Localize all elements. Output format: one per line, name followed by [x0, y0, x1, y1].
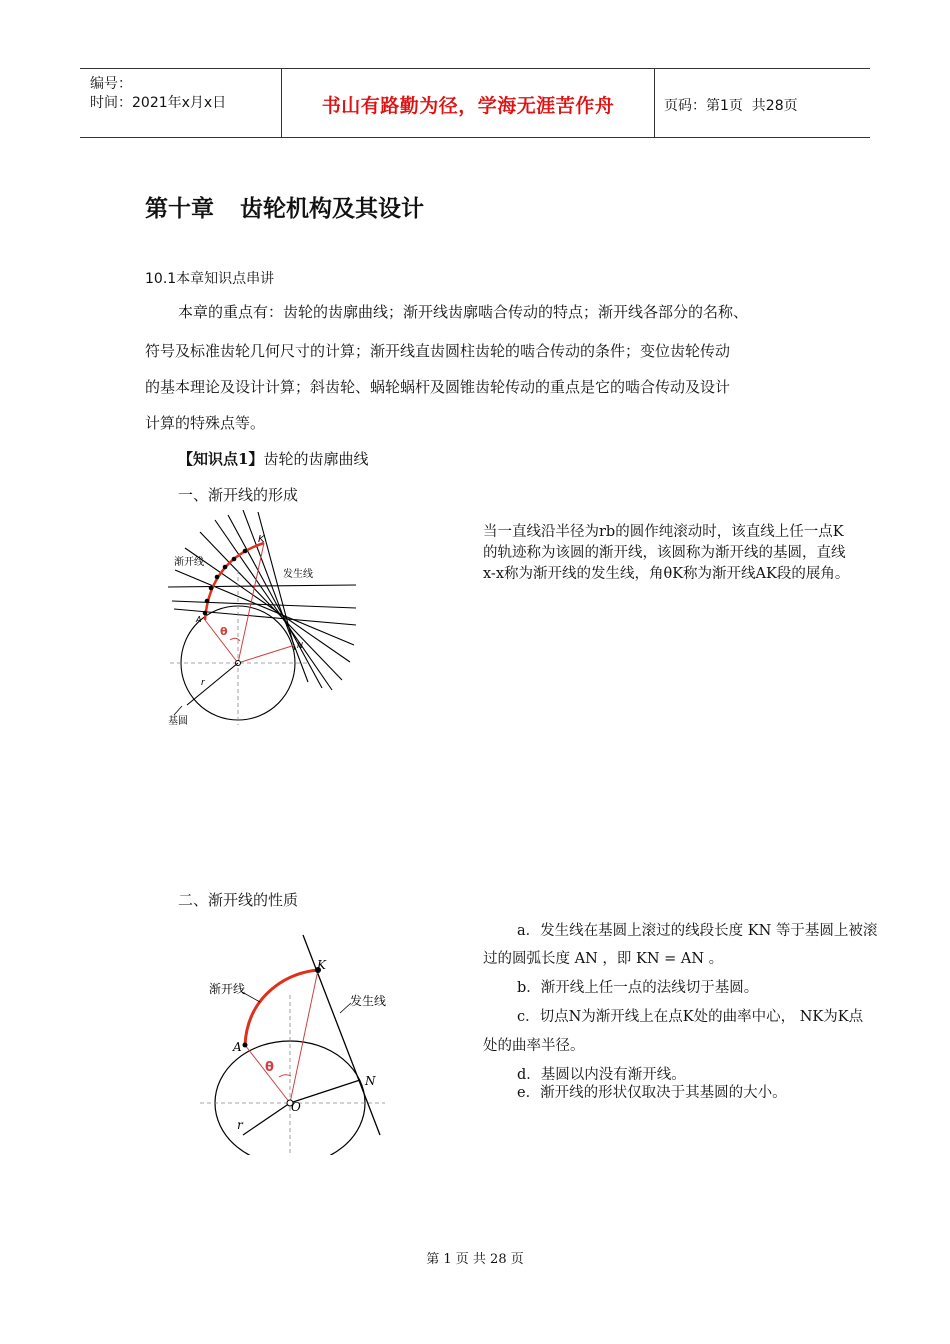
fig2-O: O [291, 1100, 301, 1114]
time-label: 时间：2021年x月x日 [90, 95, 227, 111]
prop-e: e．渐开线的形状仅取决于其基圆的大小。 [517, 1085, 787, 1101]
page-info: 页码：第1页 共28页 [664, 98, 798, 114]
prop-c-line1: c．切点N为渐开线上在点K处的曲率中心， NK为K点 [517, 1009, 864, 1025]
header-middle-cell [281, 69, 655, 137]
fig1-N: N [297, 641, 303, 650]
subheading-2: 二、渐开线的性质 [178, 891, 299, 909]
chapter-title [145, 190, 424, 223]
tangent-line [185, 548, 350, 662]
fig2-K: K [317, 958, 326, 972]
code-label: 编号： [90, 76, 132, 92]
fig2-A: A [233, 1040, 242, 1054]
fig1-generating-label: 发生线 [283, 569, 313, 580]
prop-b: b．渐开线上任一点的法线切于基圆。 [517, 980, 759, 996]
prop-c-line2: 处的曲率半径。 [483, 1038, 585, 1054]
intro-line-2: 符号及标准齿轮几何尺寸的计算；渐开线直齿圆柱齿轮的啮合传动的条件；变位齿轮传动 [145, 342, 731, 360]
fig1-base-label: 基圆 [168, 716, 188, 727]
tangent-line [215, 520, 332, 690]
fig2-involute-label: 渐开线 [209, 982, 246, 996]
generating-line [303, 935, 380, 1135]
section-heading: 10.1本章知识点串讲 [145, 271, 275, 287]
fig2-theta: θ [265, 1060, 274, 1075]
fig2-rb: r [237, 1118, 243, 1132]
intro-line-3: 的基本理论及设计计算；斜齿轮、蜗轮蜗杆及圆锥齿轮传动的重点是它的啮合传动及设计 [145, 378, 731, 396]
kp1-text: 齿轮的齿廓曲线 [263, 450, 369, 468]
subheading-1: 一、渐开线的形成 [178, 486, 299, 504]
page-footer: 第 1 页 共 28 页 [426, 1252, 524, 1267]
intro-line-1: 本章的重点有：齿轮的齿廓曲线；渐开线齿廓啮合传动的特点；渐开线各部分的名称、 [178, 303, 749, 321]
fig1-involute-label: 渐开线 [174, 557, 204, 568]
chapter-number: 第十章 [145, 196, 214, 222]
header-table [80, 68, 870, 138]
header-left-cell [80, 69, 280, 137]
desc1-line-2: 的轨迹称为该圆的渐开线，该圆称为渐开线的基圆，直线 [483, 545, 846, 561]
knowledge-point-1 [178, 448, 368, 469]
desc1-line-3: x-x称为渐开线的发生线，角θK称为渐开线AK段的展角。 [483, 566, 850, 582]
involute-curve [245, 970, 318, 1045]
intro-line-4: 计算的特殊点等。 [145, 414, 266, 432]
desc1-block [483, 522, 849, 585]
prop-a-line2: 过的圆弧长度 AN ，即 KN = AN 。 [483, 951, 724, 967]
fig2-generating-label: 发生线 [350, 994, 387, 1008]
fig1-rb: r [201, 678, 205, 688]
desc1-line-1: 当一直线沿半径为rb的圆作纯滚动时，该直线上任一点K [483, 524, 844, 540]
fig1-A: A [196, 615, 202, 624]
chapter-name: 齿轮机构及其设计 [240, 196, 424, 222]
motto: 书山有路勤为径，学海无涯苦作舟 [321, 95, 615, 117]
prop-a-line1: a．发生线在基圆上滚过的线段长度 KN 等于基圆上被滚 [517, 923, 878, 939]
tangent-line [200, 532, 342, 680]
fig1-theta: θ [220, 625, 228, 638]
involute-formation-figure [160, 510, 365, 735]
kp1-bracket: 【知识点1】 [178, 450, 264, 468]
fig2-N: N [365, 1074, 376, 1088]
prop-d: d．基圆以内没有渐开线。 [517, 1067, 686, 1083]
tangent-line [168, 585, 356, 587]
header-right-cell [654, 69, 870, 137]
fig1-K: K [258, 534, 265, 545]
involute-properties-figure [195, 925, 395, 1155]
